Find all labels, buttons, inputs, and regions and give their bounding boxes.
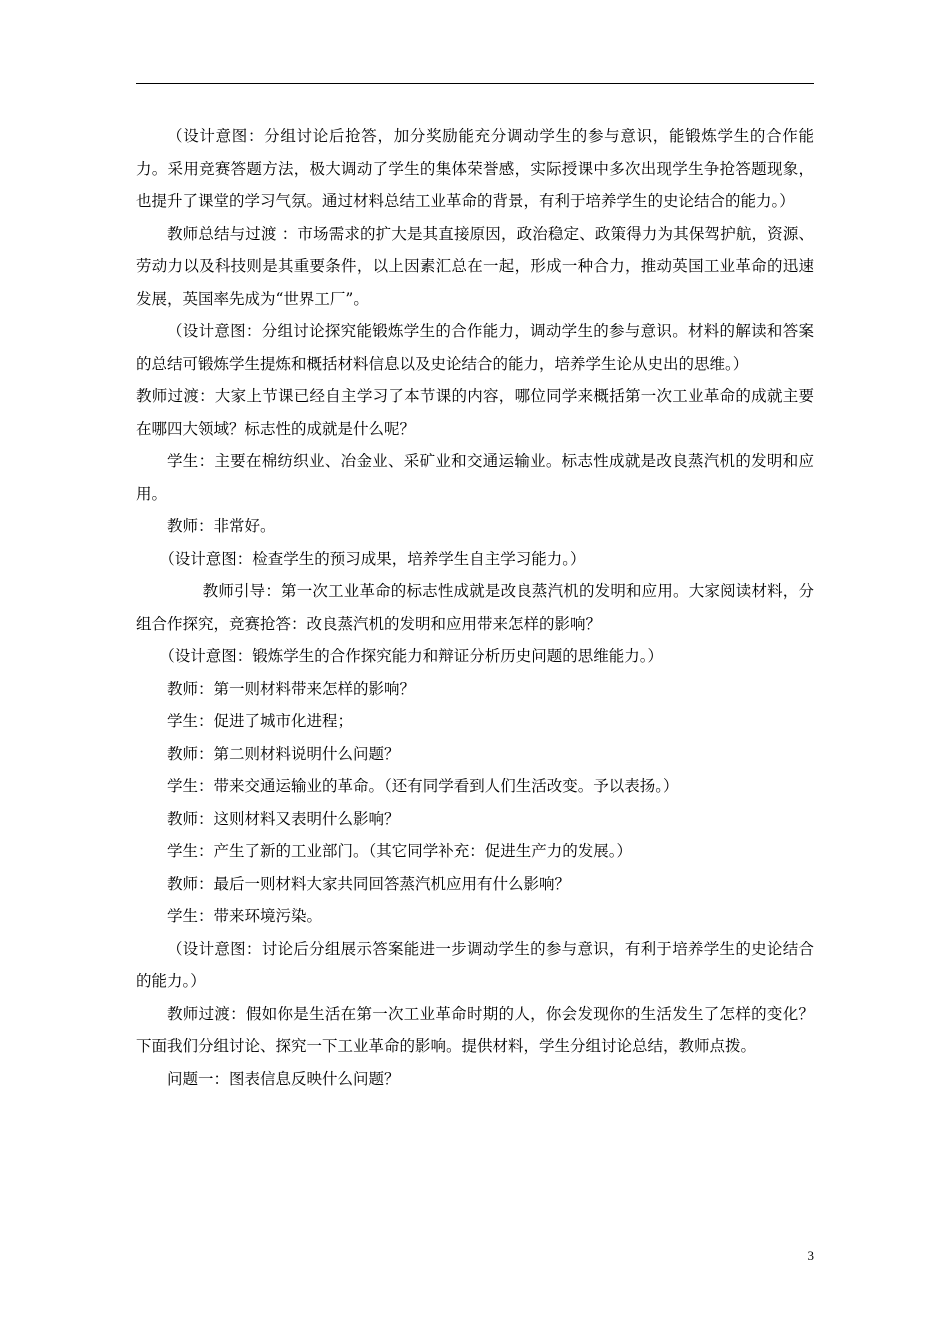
teacher-line: 教师：最后一则材料大家共同回答蒸汽机应用有什么影响？	[167, 874, 571, 893]
page-number: 3	[807, 1248, 814, 1263]
student-line: 学生：促进了城市化进程；	[167, 712, 354, 730]
teacher-summary-paragraph: 教师总结与过渡 ：市场需求的扩大是其直接原因，政治稳定、政策得力为其保驾护航，资源、劳动力以及科技则是其重要条件，以上因素汇总在一起，形成一种合力，推动英国工业革命的迅速发展，英国率先成为“世界工厂”。	[136, 224, 814, 308]
student-line: 学生：带来交通运输业的革命。（还有同学看到人们生活改变。予以表扬。）	[167, 777, 679, 795]
teacher-line: 教师：这则材料又表明什么影响？	[167, 809, 400, 828]
design-intent-paragraph: （设计意图：分组讨论后抢答，加分奖励能充分调动学生的参与意识，能锻炼学生的合作能力。采用竞赛答题方法，极大调动了学生的集体荣誉感，实际授课中多次出现学生争抢答题现象，也提升了课堂的学习气氛。通过材料总结工业革命的背景，有利于培养学生的史论结合的能力。）	[136, 127, 814, 210]
teacher-line: 教师：第一则材料带来怎样的影响？	[167, 679, 416, 698]
design-intent-paragraph: （设计意图：检查学生的预习成果，培养学生自主学习能力。）	[159, 549, 586, 568]
teacher-transition-paragraph: 教师过渡：大家上节课已经自主学习了本节课的内容，哪位同学来概括第一次工业革命的成就主要在哪四大领域？标志性的成就是什么呢？	[136, 387, 814, 438]
teacher-guidance-paragraph: 教师引导：第一次工业革命的标志性成就是改良蒸汽机的发明和应用。大家阅读材料，分组合作探究，竞赛抢答：改良蒸汽机的发明和应用带来怎样的影响？	[136, 582, 814, 633]
student-line: 学生：产生了新的工业部门。（其它同学补充：促进生产力的发展。）	[167, 842, 633, 860]
document-body	[136, 120, 814, 1095]
design-intent-paragraph: （设计意图：讨论后分组展示答案能进一步调动学生的参与意识，有利于培养学生的史论结合的能力。）	[136, 939, 814, 990]
student-answer-paragraph: 学生：主要在棉纺织业、冶金业、采矿业和交通运输业。标志性成就是改良蒸汽机的发明和应用。	[136, 452, 814, 503]
question-line: 问题一：图表信息反映什么问题？	[167, 1069, 400, 1088]
teacher-transition-paragraph: 教师过渡：假如你是生活在第一次工业革命时期的人，你会发现你的生活发生了怎样的变化？下面我们分组讨论、探究一下工业革命的影响。提供材料，学生分组讨论总结，教师点拨。	[136, 1004, 814, 1055]
header-rule	[136, 83, 814, 84]
teacher-line: 教师：非常好。	[167, 517, 276, 535]
teacher-line: 教师：第二则材料说明什么问题？	[167, 744, 400, 763]
design-intent-paragraph: （设计意图：分组讨论探究能锻炼学生的合作能力，调动学生的参与意识。材料的解读和答案的总结可锻炼学生提炼和概括材料信息以及史论结合的能力，培养学生论从史出的思维。）	[136, 322, 814, 373]
student-line: 学生：带来环境污染。	[167, 907, 323, 925]
design-intent-paragraph: （设计意图：锻炼学生的合作探究能力和辩证分析历史问题的思维能力。）	[159, 647, 664, 665]
